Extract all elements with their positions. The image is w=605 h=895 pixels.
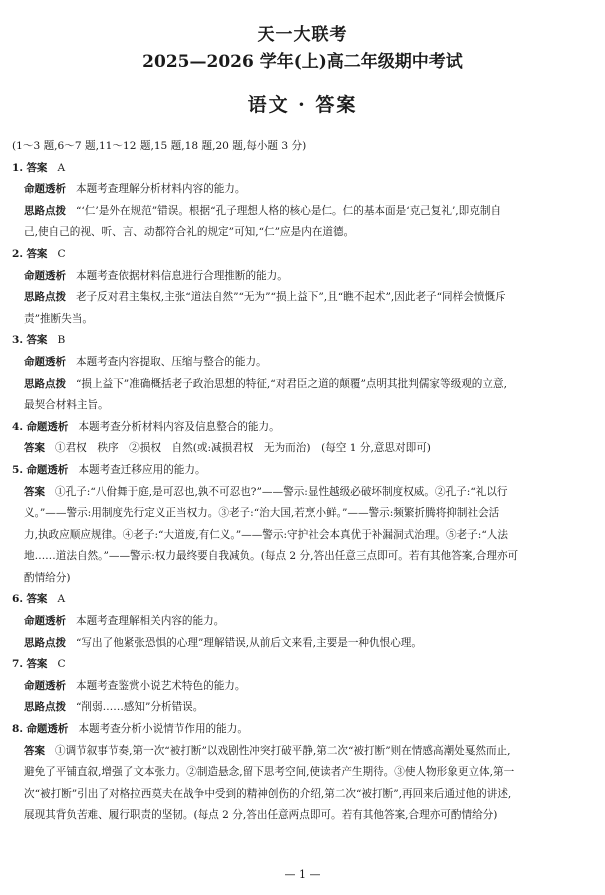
q1-analysis-text: 本题考查理解分析材料内容的能力。 — [76, 183, 246, 196]
q4-answer-text: ①君权 秩序 ②损权 自然(或:减损君权 无为而治) (每空 1 分,意思对即可) — [55, 442, 431, 455]
q1-hint-line2: 己,使自己的视、听、言、动都符合礼的规定”可知,“仁”应是内在道德。 — [24, 226, 355, 239]
q3-analysis-row — [12, 352, 593, 374]
q6-hint-text: “写出了他紧张恐惧的心理”理解错误,从前后文来看,主要是一种仇恨心理。 — [76, 636, 422, 649]
q5-answer-line5: 酌情给分) — [24, 571, 71, 584]
q3-hint-label: 思路点拨 — [24, 377, 66, 390]
q1-hint-row — [12, 201, 593, 223]
q1-answer-value: A — [57, 161, 66, 174]
subject-title: 语文 · 答案 — [247, 94, 358, 116]
q6-analysis-row — [12, 611, 593, 633]
q8-answer-label: 答案 — [24, 744, 45, 757]
q8-answer-line3: 次“被打断”引出了对格拉西莫夫在战争中受到的精神创伤的介绍,第二次“被打断”,再回来后通过他的讲述, — [24, 787, 512, 800]
q3-answer-label: 答案 — [26, 334, 48, 347]
q6-analysis-text: 本题考查理解相关内容的能力。 — [76, 615, 225, 628]
q3-analysis-text: 本题考查内容提取、压缩与整合的能力。 — [76, 355, 267, 368]
q3-hint-line1: “损上益下”准确概括老子政治思想的特征,“对君臣之道的颠覆”点明其批判儒家等级观的立意, — [76, 377, 507, 390]
q4-analysis-label: 命题透析 — [26, 420, 69, 433]
q8-answer-row — [12, 741, 593, 763]
q8-answer-line2: 避免了平铺直叙,增强了文本张力。②制造悬念,留下思考空间,使读者产生期待。③使人物形象更立体,第一 — [24, 766, 515, 779]
q2-number: 2. — [12, 247, 24, 260]
q5-answer-row — [12, 482, 593, 504]
page-number: — 1 — — [284, 868, 321, 881]
q7-analysis-label: 命题透析 — [24, 679, 66, 692]
q6-analysis-label: 命题透析 — [24, 615, 66, 628]
q2-hint-row — [12, 287, 593, 309]
q5-answer-label: 答案 — [24, 485, 45, 498]
q8-analysis-text: 本题考查分析小说情节作用的能力。 — [78, 723, 248, 736]
q8-answer-line1: ①调节叙事节奏,第一次“被打断”以戏剧性冲突打破平静,第二次“被打断”则在情感高潮处戛然而止, — [55, 744, 511, 757]
q2-analysis-label: 命题透析 — [24, 269, 66, 282]
q5-answer-line2: 义。”——警示:用制度先行定义正当权力。③老子:“治大国,若烹小鲜。”——警示:频繁折腾将抑制社会活 — [24, 507, 500, 520]
q5-analysis-label: 命题透析 — [26, 463, 69, 476]
q6-hint-row — [12, 633, 593, 655]
q5-analysis-row — [12, 460, 593, 482]
q2-hint-line1: 老子反对君主集权,主张“道法自然”“无为”“损上益下”,且“瞧不起术”,因此老子“同样会愤慨斥 — [76, 291, 506, 304]
q5-answer-line3: 力,执政应顺应规律。④老子:“大道废,有仁义。”——警示:守护社会本真优于补漏洞式治理。⑤老子:“人法 — [24, 528, 508, 541]
q2-answer-row — [12, 244, 593, 266]
exam-title: 2025—2026 学年(上)高二年级期中考试 — [142, 52, 463, 72]
q5-answer-line1: ①孔子:“八佾舞于庭,是可忍也,孰不可忍也?”——警示:显性越级必破坏制度权威。②孔子:“礼以行 — [55, 485, 508, 498]
q6-answer-label: 答案 — [26, 593, 48, 606]
q4-analysis-text: 本题考查分析材料内容及信息整合的能力。 — [78, 420, 280, 433]
q1-answer-label: 答案 — [26, 161, 48, 174]
q6-answer-row — [12, 589, 593, 611]
q2-hint-label: 思路点拨 — [24, 291, 66, 304]
q3-hint-line2: 最契合材料主旨。 — [24, 399, 109, 412]
q4-answer-label: 答案 — [24, 442, 45, 455]
q6-hint-label: 思路点拨 — [24, 636, 66, 649]
q3-analysis-label: 命题透析 — [24, 355, 66, 368]
answer-key-body — [12, 136, 593, 827]
q4-number: 4. — [12, 420, 24, 433]
q7-hint-row — [12, 697, 593, 719]
q8-analysis-row — [12, 719, 593, 741]
q7-analysis-text: 本题考查鉴赏小说艺术特色的能力。 — [76, 679, 246, 692]
q7-number: 7. — [12, 658, 24, 671]
q5-answer-line4: 地……道法自然。”——警示:权力最终要自我减负。(每点 2 分,答出任意三点即可。若有其他答案,合理亦可 — [24, 550, 519, 563]
q7-answer-row — [12, 654, 593, 676]
q1-analysis-label: 命题透析 — [24, 183, 66, 196]
q5-analysis-text: 本题考查迁移应用的能力。 — [78, 463, 206, 476]
q3-answer-value: B — [57, 334, 66, 347]
q4-analysis-row — [12, 417, 593, 439]
q7-answer-label: 答案 — [26, 658, 48, 671]
q8-number: 8. — [12, 723, 24, 736]
q7-hint-text: “削弱……感知”分析错误。 — [76, 701, 204, 714]
q2-analysis-text: 本题考查依据材料信息进行合理推断的能力。 — [76, 269, 288, 282]
q6-answer-value: A — [57, 593, 66, 606]
q8-analysis-label: 命题透析 — [26, 723, 69, 736]
q2-analysis-row — [12, 266, 593, 288]
q3-number: 3. — [12, 334, 24, 347]
q7-analysis-row — [12, 676, 593, 698]
q7-answer-value: C — [57, 658, 66, 671]
q2-hint-line2: 责”推断失当。 — [24, 312, 93, 325]
q1-answer-row — [12, 158, 593, 180]
q1-hint-label: 思路点拨 — [24, 204, 66, 217]
q1-hint-line1: “‘仁’是外在规范”错误。根据“孔子理想人格的核心是仁。仁的基本面是‘克己复礼’,即克制自 — [76, 204, 502, 217]
q6-number: 6. — [12, 593, 24, 606]
q8-answer-line4: 展现其背负苦难、履行职责的坚韧。(每点 2 分,答出任意两点即可。若有其他答案,合理亦可酌情给分) — [24, 809, 498, 822]
score-note: (1～3 题,6～7 题,11～12 题,15 题,18 题,20 题,每小题 3 分) — [12, 140, 307, 152]
q5-number: 5. — [12, 463, 24, 476]
q2-answer-label: 答案 — [26, 247, 48, 260]
q4-answer-row — [12, 438, 593, 460]
q3-hint-row — [12, 374, 593, 396]
exam-org-title: 天一大联考 — [257, 25, 348, 45]
q1-number: 1. — [12, 161, 24, 174]
q7-hint-label: 思路点拨 — [24, 701, 66, 714]
q2-answer-value: C — [57, 247, 66, 260]
q3-answer-row — [12, 330, 593, 352]
q1-analysis-row — [12, 179, 593, 201]
